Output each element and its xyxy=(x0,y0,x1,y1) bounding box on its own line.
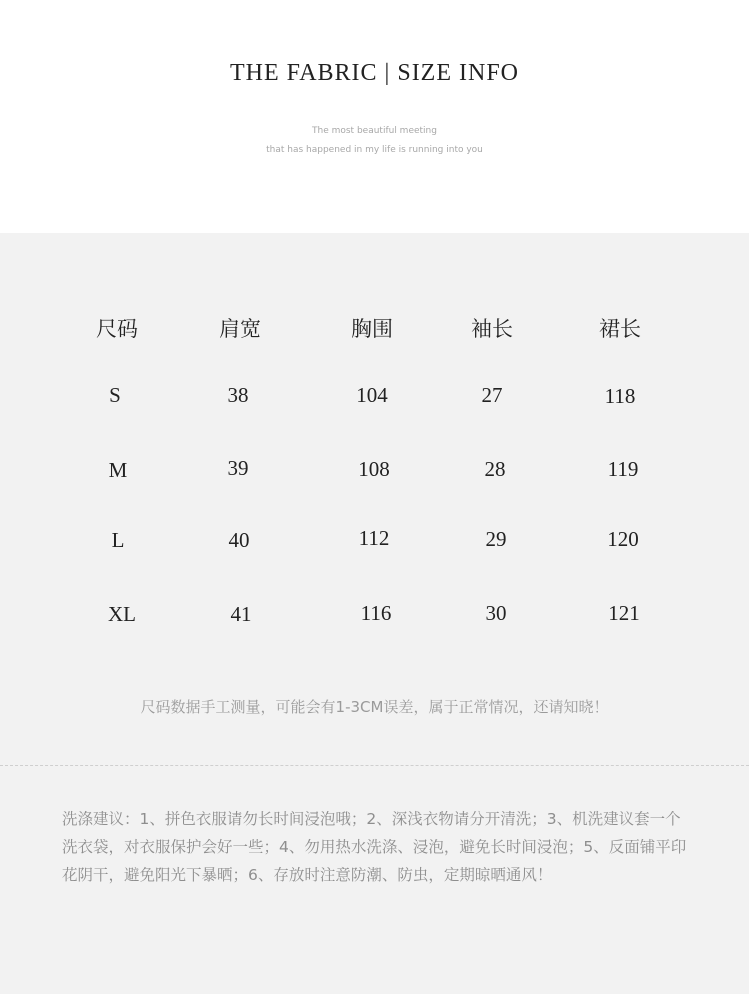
table-cell: 119 xyxy=(607,457,639,481)
column-header-sleeve: 袖长 xyxy=(471,317,513,341)
table-cell: 29 xyxy=(485,527,507,551)
table-cell: 40 xyxy=(228,528,250,552)
page-title: THE FABRIC | SIZE INFO xyxy=(229,60,520,86)
table-cell: 28 xyxy=(484,457,506,481)
table-cell: 120 xyxy=(607,527,639,551)
column-header-size: 尺码 xyxy=(96,317,138,341)
table-cell: 39 xyxy=(227,456,249,480)
table-cell: 41 xyxy=(230,602,252,626)
column-header-bust: 胸围 xyxy=(351,317,393,341)
table-cell: L xyxy=(111,528,125,552)
table-cell: M xyxy=(108,458,128,482)
table-cell: 27 xyxy=(481,383,503,407)
dashed-divider xyxy=(0,765,749,766)
header-section xyxy=(0,0,749,233)
table-cell: 112 xyxy=(358,526,390,550)
table-cell: 104 xyxy=(356,383,388,407)
column-header-shoulder: 肩宽 xyxy=(219,317,261,341)
table-cell: S xyxy=(109,383,121,407)
subtitle-line-1: The most beautiful meeting xyxy=(312,126,437,136)
table-cell: 30 xyxy=(485,601,507,625)
subtitle-line-2: that has happened in my life is running into you xyxy=(266,145,483,155)
table-cell: 116 xyxy=(360,601,392,625)
column-header-dress-length: 裙长 xyxy=(599,317,641,341)
table-cell: XL xyxy=(108,602,136,626)
table-cell: 118 xyxy=(604,384,636,408)
size-info-panel xyxy=(0,233,749,994)
table-cell: 108 xyxy=(358,457,390,481)
measurement-note: 尺码数据手工测量，可能会有1-3CM误差，属于正常情况，还请知晓！ xyxy=(140,698,609,716)
care-instructions: 洗涤建议：1、拼色衣服请勿长时间浸泡哦；2、深浅衣物请分开清洗；3、机洗建议套一个洗衣袋，对衣服保护会好一些；4、勿用热水洗涤、浸泡，避免长时间浸泡；5、反面铺平印花阴干，避免阳光下暴晒；6、存放时注意防潮、防虫，定期晾晒通风！ xyxy=(62,810,687,884)
table-cell: 38 xyxy=(227,383,249,407)
table-cell: 121 xyxy=(608,601,640,625)
